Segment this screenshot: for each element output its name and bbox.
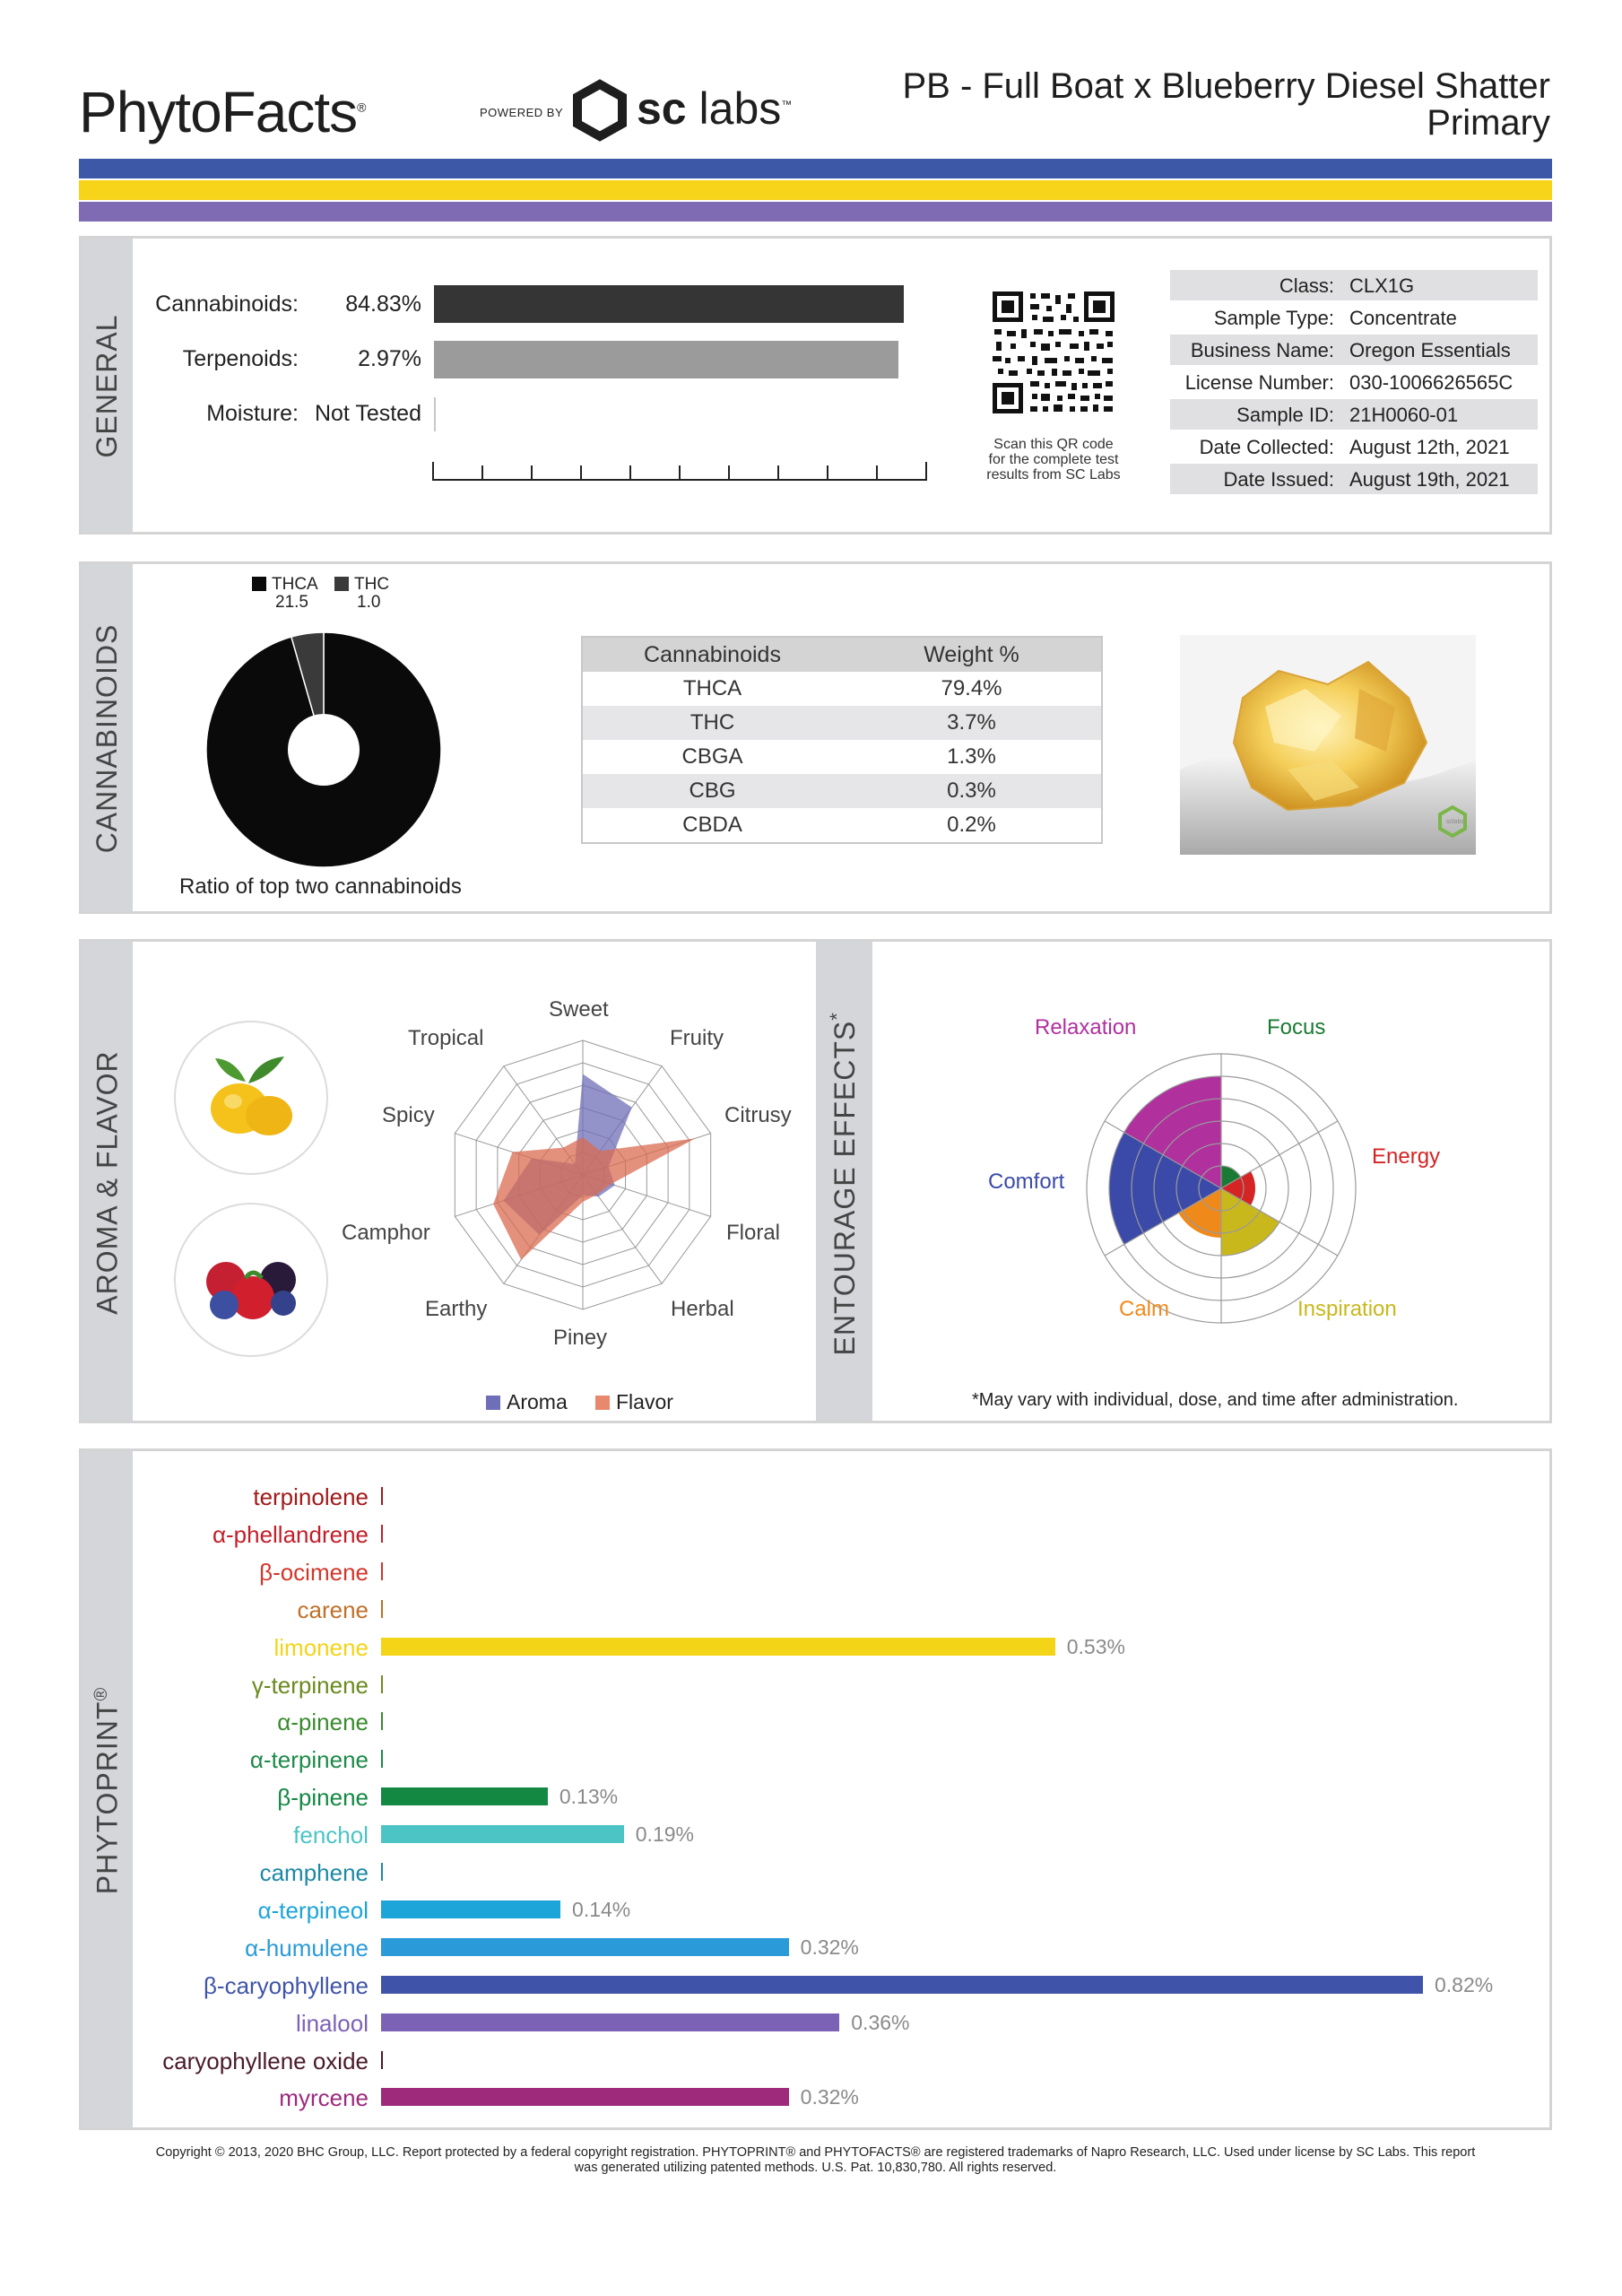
terpene-bar (383, 1825, 624, 1843)
powered-by-label: POWERED BY (480, 106, 564, 119)
legend-thca-value: 21.5 (275, 593, 308, 612)
radar-series-flavor (493, 1137, 695, 1260)
terpene-label: α-terpineol (257, 1896, 369, 1924)
cannabinoids-label: Cannabinoids: (155, 291, 299, 317)
cannabinoid-table (581, 636, 1103, 844)
terpene-tick (381, 2051, 383, 2069)
terpene-label: α-humulene (245, 1934, 369, 1961)
terpene-bar (383, 1976, 1423, 1994)
phytoprint-section-label: PHYTOPRINT® (91, 1686, 124, 1895)
terpene-label: carene (297, 1596, 369, 1623)
terpene-tick (381, 1525, 383, 1543)
terpene-value: 0.53% (1066, 1634, 1125, 1658)
lemon-icon (172, 1019, 330, 1177)
terpene-tick (381, 1750, 383, 1768)
legend-thc-swatch (334, 577, 349, 591)
aroma-sidebar (82, 942, 133, 1421)
moisture-axis (434, 397, 436, 431)
copyright-footer: Copyright © 2013, 2020 BHC Group, LLC. Report protected by a federal copyright registration. PHYTOPRINT® and PHYTOFACTS® are registered trademarks of Napro Research, LLC. Used under license by SC Labs. This report was generated utilizing patented methods. U.S. Pat. 10,830,780. All rights reserved. (155, 2145, 1476, 2175)
radar-label-spicy: Spicy (382, 1103, 435, 1127)
cannabinoids-sidebar (82, 564, 133, 911)
product-photo (1180, 635, 1476, 855)
terpene-value: 0.13% (559, 1785, 619, 1809)
terpene-label: α-phellandrene (212, 1520, 369, 1548)
terpene-tick (381, 1600, 383, 1618)
legend-aroma-swatch (486, 1396, 500, 1410)
terpene-tick (381, 1712, 383, 1730)
radar-label-piney: Piney (553, 1326, 608, 1350)
product-title (902, 68, 1550, 142)
terpene-tick (381, 1487, 383, 1505)
general-sidebar (82, 239, 133, 532)
terpene-label: β-ocimene (259, 1558, 369, 1586)
terpene-label: α-terpinene (249, 1746, 369, 1774)
entourage-polar-chart (1082, 1049, 1360, 1327)
qr-code[interactable] (991, 290, 1116, 415)
terpene-bar (383, 1638, 1055, 1656)
terpene-label: β-caryophyllene (203, 1971, 369, 1999)
info-row-class: Class: CLX1G (1170, 270, 1538, 300)
terpene-value: 0.36% (851, 2010, 910, 2034)
legend-thca-swatch (252, 577, 266, 591)
phytofacts-logo: PhytoFacts® (79, 80, 366, 144)
berries-icon (172, 1201, 330, 1359)
legend-thc-label: THC (354, 575, 390, 594)
info-row-business-name: Business Name: Oregon Essentials (1170, 335, 1538, 365)
effect-label-comfort: Comfort (988, 1170, 1065, 1194)
header-stripe-purple (79, 202, 1552, 222)
terpene-bar (383, 2013, 839, 2031)
legend-thc-value: 1.0 (357, 593, 381, 612)
terpenoids-bar (434, 341, 898, 378)
general-section-label: GENERAL (91, 314, 123, 458)
effect-label-energy: Energy (1372, 1144, 1441, 1169)
entourage-note: *May vary with individual, dose, and time after administration. (972, 1390, 1459, 1410)
terpene-value: 0.82% (1435, 1972, 1494, 1996)
terpene-value: 0.14% (572, 1897, 631, 1921)
info-row-date-collected: Date Collected: August 12th, 2021 (1199, 436, 1510, 458)
info-row-license-number: License Number: 030-1006626565C (1184, 371, 1514, 394)
table-header-row (583, 638, 1101, 672)
aroma-section-label: AROMA & FLAVOR (91, 1050, 124, 1315)
radar-label-citrusy: Citrusy (724, 1103, 792, 1127)
table-row: CBG 0.3% (583, 774, 1101, 808)
table-row: CBGA 1.3% (681, 744, 996, 769)
moisture-value: Not Tested (314, 401, 421, 426)
table-header-cannabinoids: Cannabinoids (644, 642, 781, 667)
moisture-label: Moisture: (206, 401, 299, 426)
sc-labs-logo: sc labs™ (637, 83, 793, 134)
radar-label-sweet: Sweet (549, 997, 609, 1022)
table-row: THCA 79.4% (682, 676, 1002, 700)
cannabinoids-section-label: CANNABINOIDS (91, 623, 123, 854)
terpene-bar (383, 1787, 548, 1805)
terpene-value: 0.32% (800, 2085, 859, 2109)
sc-labs-hexagon-icon (570, 79, 629, 142)
entourage-sidebar (816, 942, 872, 1421)
table-header-weight: Weight % (924, 642, 1019, 667)
product-category: Primary (1427, 102, 1550, 143)
legend-flavor-swatch (595, 1396, 610, 1410)
terpene-bar (383, 1900, 560, 1918)
info-row-sample-id: Sample ID: 21H0060-01 (1170, 399, 1538, 430)
effect-label-focus: Focus (1267, 1015, 1326, 1039)
terpene-tick (381, 1863, 383, 1881)
radar-label-tropical: Tropical (408, 1026, 484, 1050)
effect-label-relaxation: Relaxation (1035, 1015, 1137, 1039)
terpene-label: fenchol (293, 1822, 369, 1849)
terpene-label: linalool (296, 2009, 369, 2037)
terpene-tick (381, 1675, 383, 1693)
terpene-bar (383, 1938, 789, 1956)
radar-label-herbal: Herbal (671, 1297, 734, 1321)
legend-thca-label: THCA (272, 575, 318, 594)
phytoprint-sidebar (82, 1451, 133, 2127)
legend-aroma-label: Aroma (507, 1390, 568, 1413)
terpene-label: limonene (273, 1633, 369, 1661)
radar-label-camphor: Camphor (342, 1221, 430, 1245)
header-stripe-blue (79, 159, 1552, 178)
table-row: CBDA 0.2% (682, 813, 996, 837)
product-name: PB - Full Boat x Blueberry Diesel Shatter (902, 66, 1550, 106)
terpene-label: terpinolene (253, 1483, 369, 1510)
general-scale-ruler (430, 453, 932, 485)
terpene-label: β-pinene (277, 1784, 369, 1812)
effect-label-calm: Calm (1119, 1297, 1170, 1321)
header-stripe-yellow (79, 180, 1552, 200)
terpene-label: α-pinene (277, 1709, 369, 1736)
table-row: THC 3.7% (583, 706, 1101, 740)
terpenoids-value: 2.97% (358, 346, 421, 371)
terpene-bar (383, 2088, 789, 2106)
effect-label-inspiration: Inspiration (1297, 1297, 1397, 1321)
terpene-label: γ-terpinene (251, 1671, 369, 1699)
aroma-flavor-radar (421, 1013, 744, 1336)
radar-label-fruity: Fruity (670, 1026, 724, 1050)
info-row-sample-type: Sample Type: Concentrate (1213, 307, 1457, 329)
qr-caption: Scan this QR code for the complete test results from SC Labs (986, 437, 1121, 483)
cannabinoids-bar (434, 285, 904, 323)
terpenoids-label: Terpenoids: (182, 346, 299, 371)
terpene-tick (381, 1562, 383, 1580)
terpene-label: myrcene (279, 2084, 369, 2112)
terpene-value: 0.19% (635, 1822, 694, 1847)
cannabinoids-value: 84.83% (345, 291, 421, 317)
cannabinoid-ratio-donut (204, 631, 443, 869)
radar-label-earthy: Earthy (425, 1297, 488, 1321)
terpene-label: camphene (259, 1859, 369, 1886)
legend-flavor-label: Flavor (616, 1390, 673, 1413)
entourage-section-label: ENTOURAGE EFFECTS* (826, 1012, 861, 1356)
terpene-label: caryophyllene oxide (162, 2047, 369, 2074)
svg-text:sclabs: sclabs (1446, 819, 1464, 825)
ratio-caption: Ratio of top two cannabinoids (179, 874, 462, 899)
info-row-date-issued: Date Issued: August 19th, 2021 (1170, 464, 1538, 494)
radar-label-floral: Floral (726, 1221, 781, 1245)
terpene-value: 0.32% (800, 1935, 859, 1959)
